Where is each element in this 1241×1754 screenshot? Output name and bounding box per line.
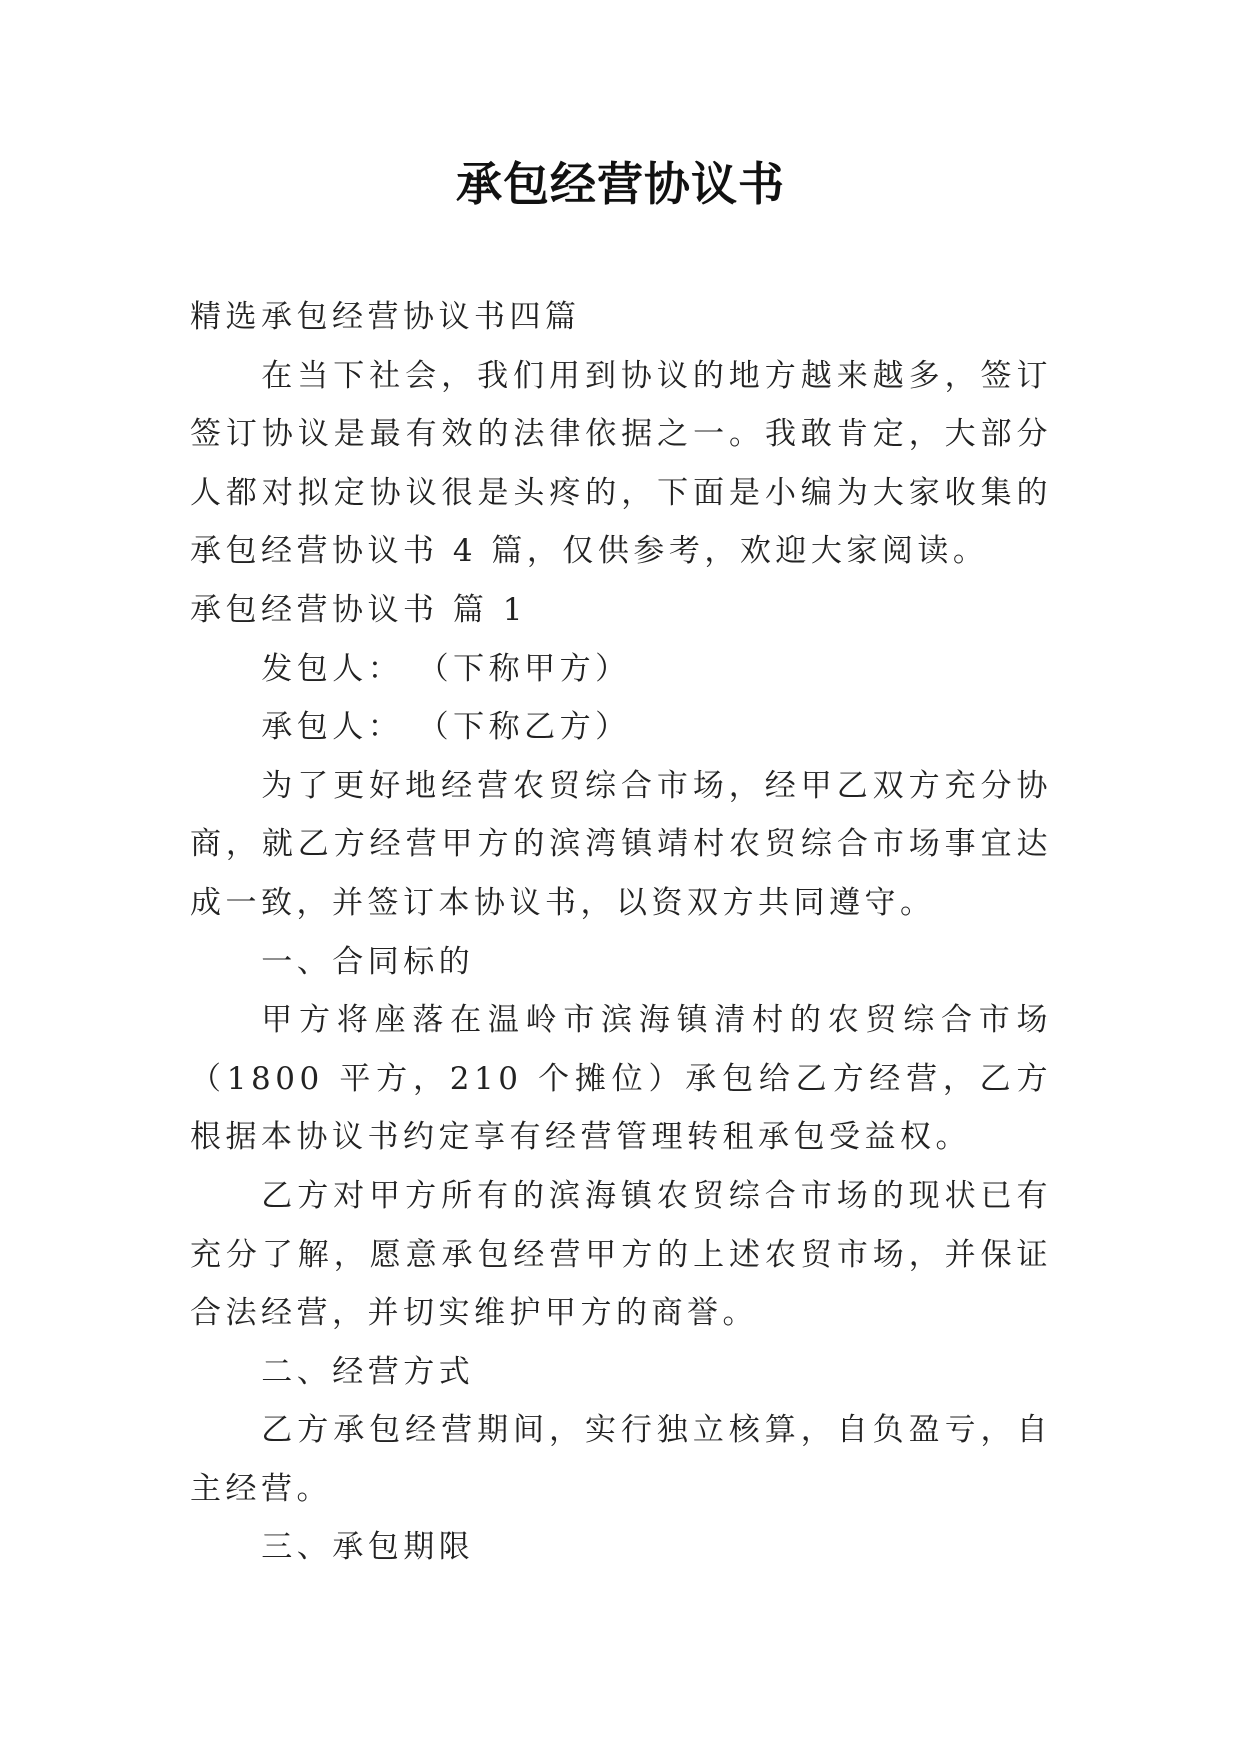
section-heading: 承包经营协议书 篇 1 — [190, 591, 527, 628]
party-a-line: 发包人： （下称甲方） — [261, 650, 631, 687]
clause-1-paragraph-1: 甲方将座落在温岭市滨海镇清村的农贸综合市场（1800 平方，210 个摊位）承包给乙方经营，乙方根据本协议书约定享有经营管理转租承包受益权。 — [190, 1002, 1052, 1156]
clause-2-paragraph: 乙方承包经营期间，实行独立核算，自负盈亏，自主经营。 — [190, 1412, 1052, 1507]
document-title: 承包经营协议书 — [456, 157, 785, 211]
party-b-line: 承包人： （下称乙方） — [261, 709, 631, 746]
clause-1-paragraph-2: 乙方对甲方所有的滨海镇农贸综合市场的现状已有充分了解，愿意承包经营甲方的上述农贸市场，并保证合法经营，并切实维护甲方的商誉。 — [190, 1177, 1052, 1332]
intro-paragraph: 在当下社会，我们用到协议的地方越来越多，签订签订协议是最有效的法律依据之一。我敢肯定，大部分人都对拟定协议很是头疼的，下面是小编为大家收集的承包经营协议书 4 篇，仅供参考，欢迎大家阅读。 — [190, 357, 1052, 570]
purpose-paragraph: 为了更好地经营农贸综合市场，经甲乙双方充分协商，就乙方经营甲方的滨湾镇靖村农贸综合市场事宜达成一致，并签订本协议书，以资双方共同遵守。 — [190, 767, 1052, 921]
clause-heading-2: 二、经营方式 — [261, 1353, 475, 1390]
clause-heading-3: 三、承包期限 — [261, 1529, 475, 1566]
subtitle-line: 精选承包经营协议书四篇 — [190, 299, 581, 335]
clause-heading-1: 一、合同标的 — [261, 943, 475, 980]
document-body — [190, 288, 1052, 1577]
